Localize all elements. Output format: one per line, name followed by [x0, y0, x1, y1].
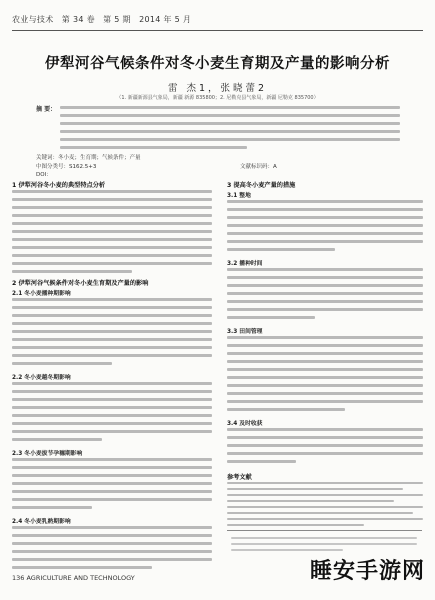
right-section-3-2-text: [227, 268, 423, 324]
left-section-1-heading: 1 伊犁河谷冬小麦的典型特点分析: [12, 182, 106, 189]
abstract-text: [60, 106, 400, 154]
author-note-text: [231, 537, 417, 555]
right-section-3-4-text: [227, 428, 423, 468]
left-section-2-2-heading: 2.2 冬小麦越冬期影响: [12, 375, 71, 381]
right-section-3-heading: 3 提高冬小麦产量的措施: [227, 182, 296, 189]
references-list: [227, 482, 423, 530]
left-section-2-1-heading: 2.1 冬小麦播种期影响: [12, 291, 71, 297]
left-section-2-4-text: [12, 526, 212, 574]
right-section-3-1-text: [227, 200, 423, 256]
journal-header: 农业与技术 第 34 卷 第 5 期 2014 年 5 月: [12, 15, 192, 24]
doi-line: DOI：: [36, 172, 52, 178]
right-section-3-3-heading: 3.3 田间管理: [227, 329, 263, 335]
header-divider: [12, 30, 423, 31]
document-code: 文献标识码：A: [240, 164, 277, 170]
left-section-2-2-text: [12, 382, 212, 446]
article-authors: 雷 杰1，张晓蕾2: [167, 83, 268, 94]
watermark-logo: 睡安手游网: [309, 559, 425, 584]
abstract-label: 摘 要：: [36, 106, 57, 113]
left-section-2-heading: 2 伊犁河谷气候条件对冬小麦生育期及产量的影响: [12, 280, 149, 287]
left-section-1-text: [12, 190, 212, 278]
left-section-2-3-text: [12, 458, 212, 514]
right-section-3-4-heading: 3.4 及时收获: [227, 421, 263, 427]
page-footer: 136 AGRICULTURE AND TECHNOLOGY: [12, 574, 135, 582]
author-affiliation: （1. 新疆新源县气象局，新疆 新源 835800；2. 尼勒克县气象局，新疆 尼勒克 835700）: [116, 95, 319, 101]
right-section-3-1-heading: 3.1 整地: [227, 193, 251, 199]
right-section-3-3-text: [227, 336, 423, 416]
left-section-2-3-heading: 2.3 冬小麦拔节孕穗期影响: [12, 451, 83, 457]
keywords-line: 关键词：冬小麦；生育期；气候条件；产量: [36, 155, 141, 161]
classification-number: 中图分类号：S162.5+3: [36, 164, 97, 170]
article-title: 伊犁河谷气候条件对冬小麦生育期及产量的影响分析: [45, 56, 390, 72]
references-heading: 参考文献: [227, 474, 252, 481]
left-section-2-4-heading: 2.4 冬小麦乳熟期影响: [12, 519, 71, 525]
left-section-2-1-text: [12, 298, 212, 370]
right-section-3-2-heading: 3.2 播种时间: [227, 261, 263, 267]
